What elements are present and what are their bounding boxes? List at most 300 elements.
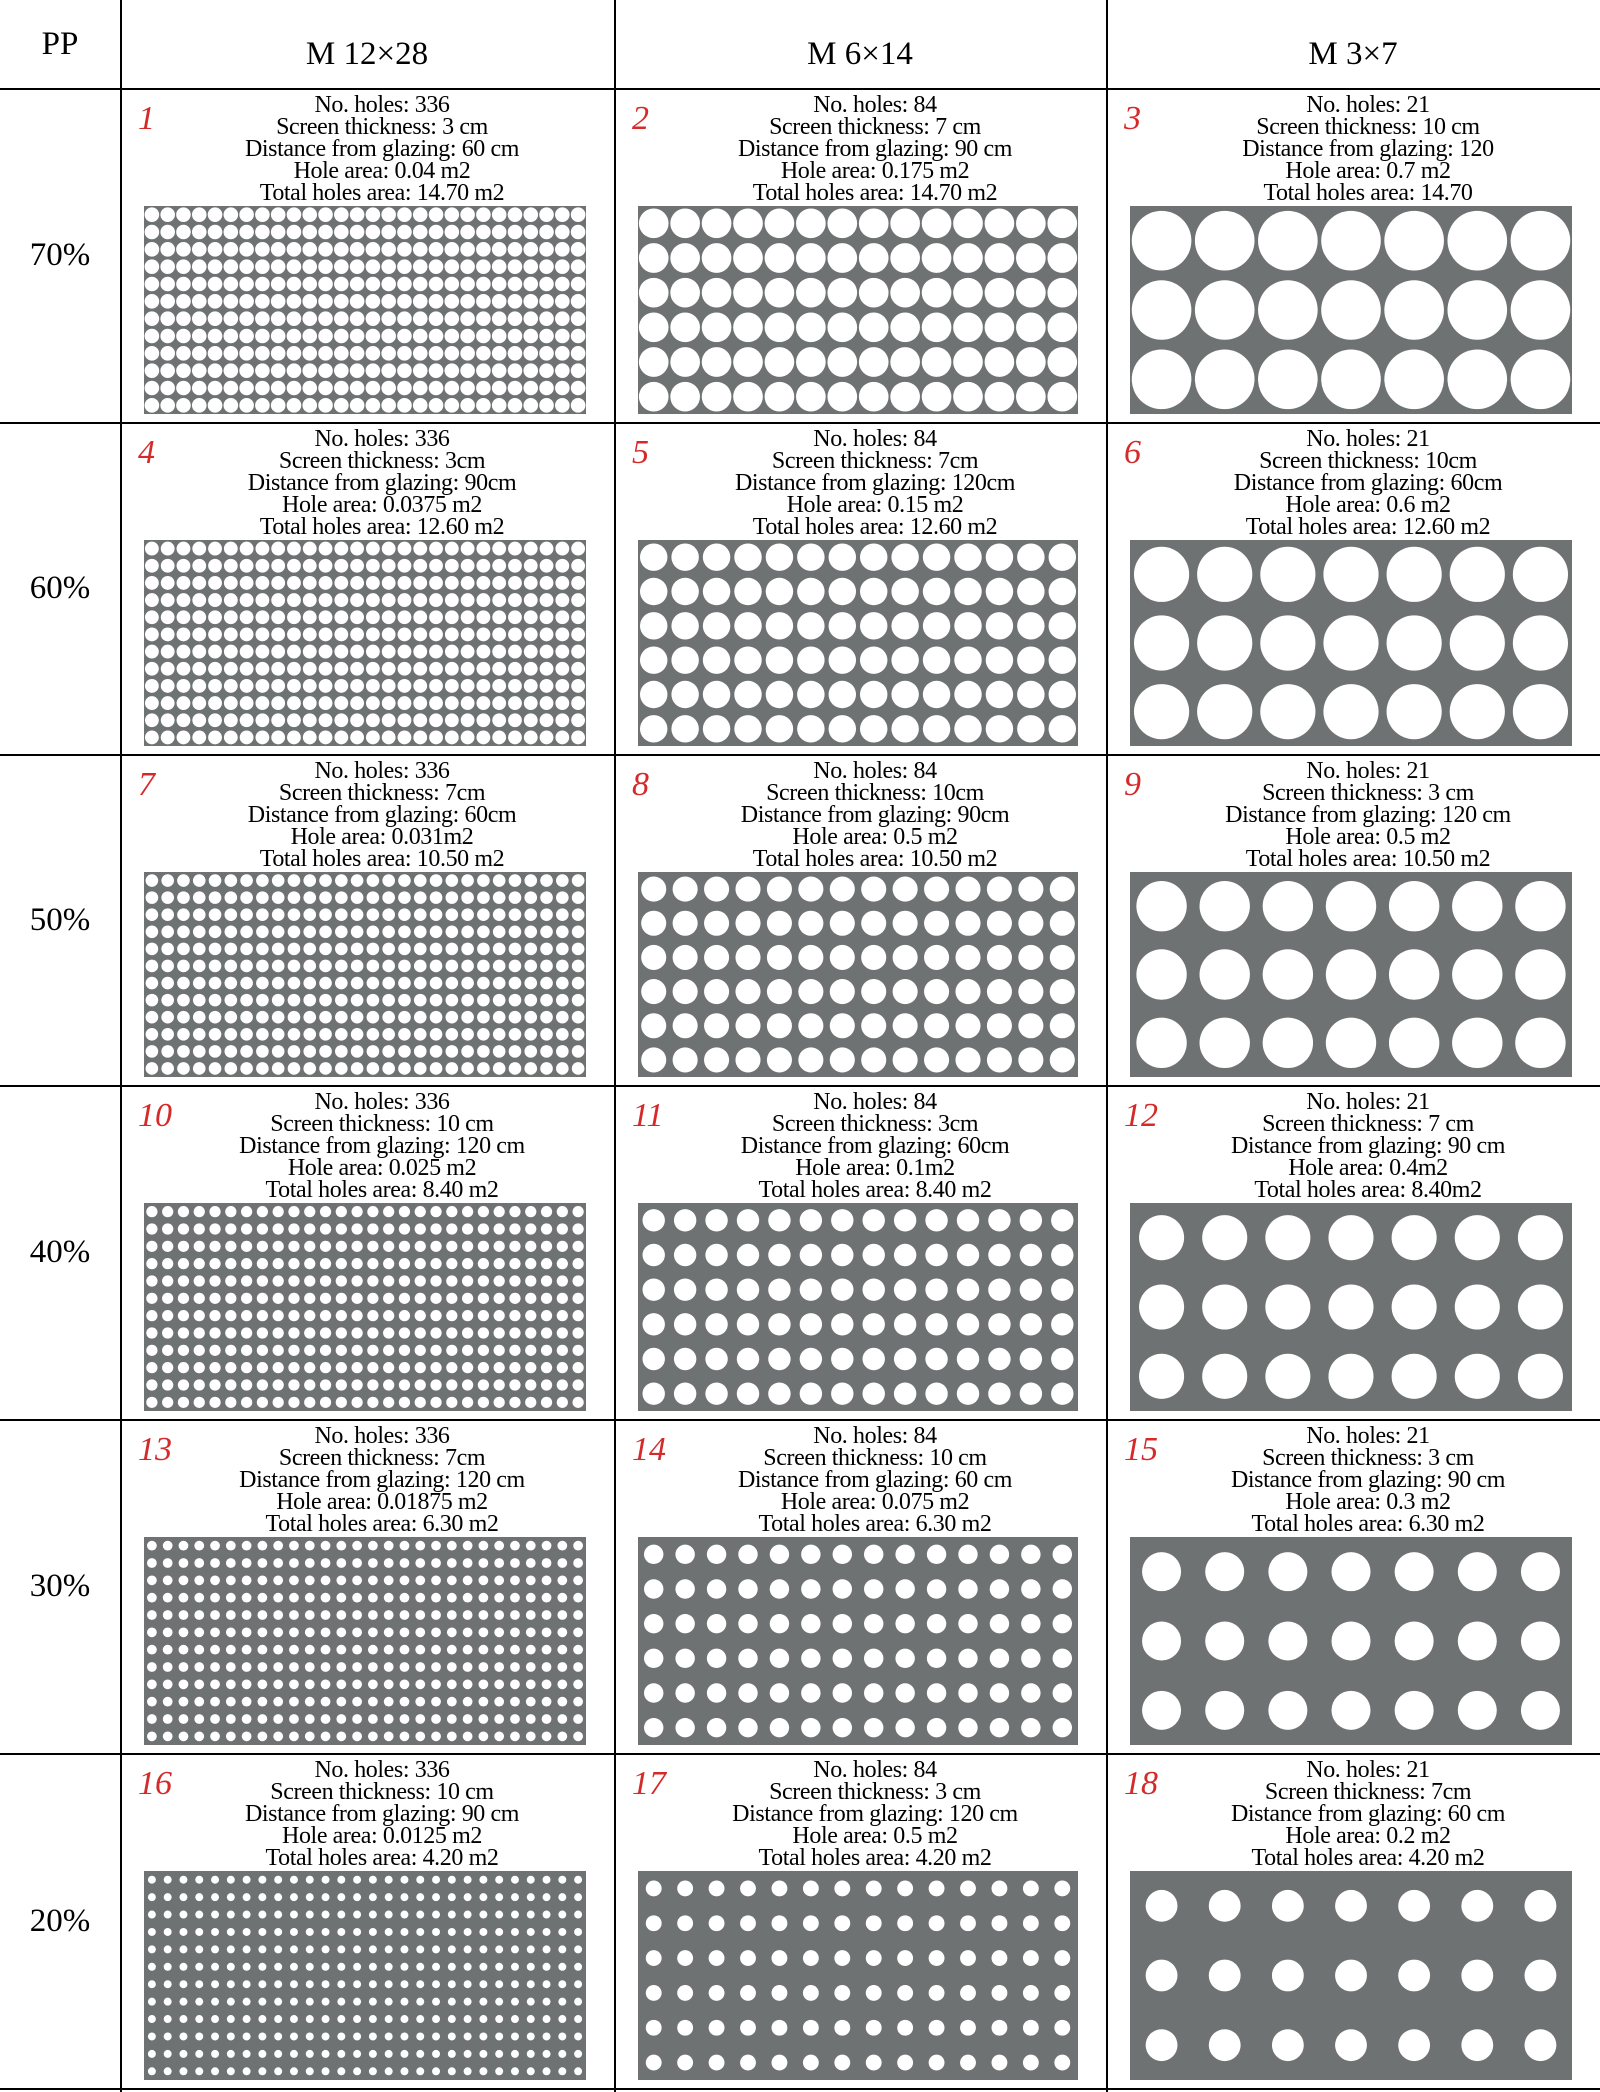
screen-hole <box>241 1310 252 1321</box>
screen-hole <box>430 1011 443 1024</box>
screen-hole <box>863 1313 885 1335</box>
screen-hole <box>304 1379 315 1390</box>
screen-hole <box>574 2050 582 2058</box>
screen-hole <box>923 715 950 742</box>
screen-hole <box>350 363 365 378</box>
screen-hole <box>400 1945 408 1953</box>
screen-hole <box>830 1047 855 1072</box>
screen-hole <box>256 1045 269 1058</box>
screen-hole <box>829 646 856 673</box>
screen-hole <box>1053 1718 1072 1737</box>
screen-hole <box>163 1714 173 1724</box>
screen-hole <box>740 1985 756 2001</box>
screen-hole <box>322 1928 330 1936</box>
screen-hole <box>288 943 301 956</box>
screen-hole <box>320 1397 331 1408</box>
screen-hole <box>643 1209 665 1231</box>
screen-hole <box>397 225 412 240</box>
screen-hole <box>860 681 887 708</box>
screen-hole <box>334 398 349 413</box>
screen-hole <box>461 679 475 693</box>
screen-hole <box>241 1223 252 1234</box>
screen-hole <box>383 1362 394 1373</box>
screen-hole <box>413 679 427 693</box>
distance-text: Distance from glazing: 90 cm <box>1230 1133 1506 1159</box>
screen-hole <box>224 311 239 326</box>
hole-area-text: Hole area: 0.6 m2 <box>1285 492 1451 518</box>
hole-area-text: Hole area: 0.1m2 <box>795 1155 955 1181</box>
screen-hole <box>957 1209 979 1231</box>
screen-hole <box>509 1045 522 1058</box>
screen-hole <box>146 1362 157 1373</box>
screen-hole <box>860 543 887 570</box>
screen-hole <box>384 1714 394 1724</box>
screen-hole <box>274 1980 282 1988</box>
screen-hole <box>555 593 569 607</box>
screen-hole <box>177 713 191 727</box>
screen-hole <box>318 294 333 309</box>
screen-thickness-text: Screen thickness: 7 cm <box>1262 1111 1474 1137</box>
screen-hole <box>492 346 507 361</box>
screen-hole <box>1458 1552 1497 1591</box>
screen-hole <box>798 1047 823 1072</box>
screen-hole <box>367 994 380 1007</box>
screen-hole <box>511 2032 519 2040</box>
screen-hole <box>1205 1691 1244 1730</box>
screen-hole <box>446 891 459 904</box>
screen-hole <box>192 542 206 556</box>
screen-hole <box>1021 1579 1040 1598</box>
screen-hole <box>415 1379 426 1390</box>
screen-hole <box>737 1313 759 1335</box>
screen-hole <box>148 1893 156 1901</box>
column-header-m6x14: M 6×14 <box>807 36 913 72</box>
screen-hole <box>924 1047 949 1072</box>
screen-hole <box>705 1209 727 1231</box>
screen-hole <box>495 1963 503 1971</box>
screen-hole <box>476 713 490 727</box>
screen-hole <box>1331 1621 1370 1660</box>
screen-hole <box>801 1614 820 1633</box>
screen-hole <box>211 1998 219 2006</box>
screen-hole <box>890 208 920 238</box>
screen-hole <box>555 576 569 590</box>
screen-hole <box>829 578 856 605</box>
screen-hole <box>445 207 460 222</box>
screen-hole <box>225 874 238 887</box>
screen-hole <box>369 1963 377 1971</box>
screen-hole <box>987 1013 1012 1038</box>
screen-hole <box>145 713 159 727</box>
screen-hole <box>162 1327 173 1338</box>
screen-hole <box>541 1327 552 1338</box>
screen-hole <box>985 347 1015 377</box>
screen-hole <box>271 311 286 326</box>
screen-hole <box>543 1980 551 1988</box>
screen-hole <box>369 1893 377 1901</box>
screen-hole <box>674 1278 696 1300</box>
screen-hole <box>146 1397 157 1408</box>
screen-hole <box>255 610 269 624</box>
screen-hole <box>302 242 317 257</box>
screen-hole <box>193 994 206 1007</box>
screen-hole <box>523 294 538 309</box>
screen-hole <box>208 628 222 642</box>
case-number: 1 <box>138 100 155 137</box>
screen-hole <box>209 874 222 887</box>
screen-hole <box>508 329 523 344</box>
screen-hole <box>274 2050 282 2058</box>
screen-hole <box>479 1876 487 1884</box>
screen-hole <box>477 874 490 887</box>
screen-hole <box>955 1047 980 1072</box>
screen-cell-m6x14 <box>614 88 1106 422</box>
screen-hole <box>369 1911 377 1919</box>
screen-hole <box>1021 1614 1040 1633</box>
screen-thickness-text: Screen thickness: 10 cm <box>270 1111 494 1137</box>
screen-hole <box>272 1045 285 1058</box>
screen-hole <box>445 662 459 676</box>
screen-cell-m12x28 <box>120 1419 614 1753</box>
screen-hole <box>240 1045 253 1058</box>
screen-hole <box>305 1575 315 1585</box>
screen-hole <box>257 1206 268 1217</box>
screen-hole <box>383 1206 394 1217</box>
screen-hole <box>400 1893 408 1901</box>
screen-parameters <box>210 1091 554 1201</box>
screen-hole <box>337 1963 345 1971</box>
screen-hole <box>476 679 490 693</box>
screen-hole <box>953 208 983 238</box>
screen-hole <box>225 1345 236 1356</box>
screen-hole <box>479 1697 489 1707</box>
screen-hole <box>209 994 222 1007</box>
screen-hole <box>573 1714 583 1724</box>
screen-hole <box>148 2050 156 2058</box>
screen-hole <box>524 874 537 887</box>
screen-hole <box>413 294 428 309</box>
screen-hole <box>289 1645 299 1655</box>
hole-area-text: Hole area: 0.5 m2 <box>1285 824 1451 850</box>
screen-hole <box>494 1397 505 1408</box>
screen-hole <box>495 2015 503 2023</box>
distance-text: Distance from glazing: 90 cm <box>737 136 1013 162</box>
screen-hole <box>1384 350 1444 410</box>
screen-hole <box>413 662 427 676</box>
screen-hole <box>398 713 412 727</box>
screen-hole <box>209 908 222 921</box>
screen-hole <box>320 1345 331 1356</box>
screen-hole <box>429 696 443 710</box>
distance-text: Distance from glazing: 120 cm <box>732 1801 1018 1827</box>
total-holes-area-text: Total holes area: 8.40 m2 <box>758 1177 992 1203</box>
perforated-screen <box>144 206 586 414</box>
screen-hole <box>383 1275 394 1286</box>
screen-cell-m12x28 <box>120 422 614 754</box>
screen-hole <box>523 259 538 274</box>
screen-hole <box>145 329 160 344</box>
screen-hole <box>148 1980 156 1988</box>
screen-hole <box>539 277 554 292</box>
screen-hole <box>227 2015 235 2023</box>
screen-hole <box>526 1662 536 1672</box>
screen-hole <box>1260 684 1315 739</box>
screen-hole <box>494 1223 505 1234</box>
screen-hole <box>290 1980 298 1988</box>
screen-hole <box>177 1011 190 1024</box>
screen-hole <box>335 977 348 990</box>
screen-hole <box>256 1062 269 1075</box>
screen-hole <box>492 311 507 326</box>
screen-hole <box>445 381 460 396</box>
screen-hole <box>767 877 792 902</box>
case-number: 16 <box>138 1765 172 1802</box>
screen-hole <box>225 1293 236 1304</box>
screen-hole <box>397 259 412 274</box>
screen-hole <box>179 2067 187 2075</box>
screen-hole <box>239 277 254 292</box>
screen-hole <box>462 1223 473 1234</box>
screen-hole <box>702 243 732 273</box>
screen-hole <box>1461 1960 1493 1992</box>
screen-hole <box>429 294 444 309</box>
screen-hole <box>335 994 348 1007</box>
screen-hole <box>257 1258 268 1269</box>
screen-hole <box>476 662 490 676</box>
screen-hole <box>385 1963 393 1971</box>
screen-hole <box>429 277 444 292</box>
screen-hole <box>445 398 460 413</box>
screen-hole <box>336 1697 346 1707</box>
screen-hole <box>336 1558 346 1568</box>
case-number: 4 <box>138 434 155 471</box>
screen-hole <box>510 1731 520 1741</box>
screen-hole <box>194 1627 204 1637</box>
screen-hole <box>461 925 474 938</box>
no-holes-text: No. holes: 21 <box>1306 92 1430 118</box>
screen-hole <box>540 925 553 938</box>
screen-hole <box>400 2067 408 2075</box>
screen-hole <box>891 715 918 742</box>
screen-hole <box>414 1062 427 1075</box>
screen-hole <box>1335 2029 1367 2061</box>
screen-hole <box>351 977 364 990</box>
screen-hole <box>509 1206 520 1217</box>
screen-hole <box>765 208 795 238</box>
screen-hole <box>273 1397 284 1408</box>
screen-hole <box>493 960 506 973</box>
screen-hole <box>540 542 554 556</box>
screen-hole <box>478 1206 489 1217</box>
screen-hole <box>527 1928 535 1936</box>
screen-hole <box>796 278 826 308</box>
screen-hole <box>350 259 365 274</box>
screen-hole <box>543 1876 551 1884</box>
screen-hole <box>830 911 855 936</box>
screen-hole <box>523 398 538 413</box>
screen-hole <box>382 713 396 727</box>
screen-hole <box>145 294 160 309</box>
screen-hole <box>640 612 667 639</box>
screen-hole <box>148 2015 156 2023</box>
screen-hole <box>429 242 444 257</box>
screen-cell-m6x14 <box>614 1085 1106 1419</box>
screen-hole <box>859 278 889 308</box>
screen-hole <box>192 329 207 344</box>
screen-hole <box>478 1310 489 1321</box>
screen-hole <box>337 1911 345 1919</box>
screen-hole <box>1326 949 1376 999</box>
screen-hole <box>833 1718 852 1737</box>
screen-hole <box>476 207 491 222</box>
screen-hole <box>524 994 537 1007</box>
screen-hole <box>923 543 950 570</box>
screen-hole <box>707 1718 726 1737</box>
screen-hole <box>194 1345 205 1356</box>
screen-hole <box>510 1610 520 1620</box>
screen-hole <box>543 1893 551 1901</box>
screen-hole <box>1525 2029 1557 2061</box>
screen-hole <box>321 1645 331 1655</box>
screen-hole <box>351 1327 362 1338</box>
screen-hole <box>208 207 223 222</box>
screen-hole <box>798 911 823 936</box>
screen-hole <box>334 277 349 292</box>
screen-hole <box>494 1241 505 1252</box>
screen-hole <box>415 1575 425 1585</box>
screen-hole <box>255 662 269 676</box>
screen-hole <box>397 329 412 344</box>
screen-hole <box>319 593 333 607</box>
screen-hole <box>448 2067 456 2075</box>
screen-hole <box>863 1278 885 1300</box>
screen-hole <box>306 1980 314 1988</box>
screen-panel <box>638 1871 1078 2080</box>
screen-hole <box>353 1998 361 2006</box>
screen-hole <box>319 994 332 1007</box>
screen-hole <box>492 628 506 642</box>
screen-hole <box>335 1028 348 1041</box>
screen-hole <box>352 1610 362 1620</box>
screen-hole <box>414 1011 427 1024</box>
no-holes-text: No. holes: 84 <box>813 426 937 452</box>
screen-hole <box>162 1258 173 1269</box>
screen-hole <box>382 679 396 693</box>
screen-cell-m6x14 <box>614 1419 1106 1753</box>
screen-hole <box>674 1209 696 1231</box>
screen-hole <box>447 1610 457 1620</box>
screen-hole <box>511 2050 519 2058</box>
screen-hole <box>861 945 886 970</box>
hole-area-text: Hole area: 0.15 m2 <box>786 492 964 518</box>
screen-hole <box>767 911 792 936</box>
screen-hole <box>336 1714 346 1724</box>
screen-hole <box>164 1945 172 1953</box>
screen-hole <box>352 1627 362 1637</box>
screen-hole <box>272 943 285 956</box>
screen-hole <box>255 242 270 257</box>
screen-hole <box>432 1998 440 2006</box>
screen-hole <box>178 1241 189 1252</box>
screen-hole <box>524 1028 537 1041</box>
screen-hole <box>922 278 952 308</box>
screen-hole <box>287 628 301 642</box>
screen-hole <box>461 696 475 710</box>
screen-hole <box>366 329 381 344</box>
screen-hole <box>478 1275 489 1286</box>
screen-hole <box>271 576 285 590</box>
screen-hole <box>319 943 332 956</box>
screen-hole <box>287 363 302 378</box>
screen-hole <box>381 277 396 292</box>
screen-hole <box>336 1610 346 1620</box>
screen-hole <box>557 1397 568 1408</box>
screen-hole <box>1049 578 1076 605</box>
screen-hole <box>163 1575 173 1585</box>
screen-hole <box>271 679 285 693</box>
screen-hole <box>288 1206 299 1217</box>
screen-hole <box>366 576 380 590</box>
screen-hole <box>827 382 857 412</box>
screen-hole <box>1258 280 1318 340</box>
screen-hole <box>334 329 349 344</box>
screen-hole <box>1447 211 1507 271</box>
screen-hole <box>430 891 443 904</box>
screen-hole <box>891 681 918 708</box>
screen-hole <box>897 2055 913 2071</box>
screen-hole <box>733 278 763 308</box>
screen-hole <box>335 874 348 887</box>
screen-hole <box>571 346 586 361</box>
screen-hole <box>429 662 443 676</box>
screen-hole <box>243 1945 251 1953</box>
screen-hole <box>476 593 490 607</box>
screen-hole <box>1197 547 1252 602</box>
screen-hole <box>305 1541 315 1551</box>
total-holes-area-text: Total holes area: 4.20 m2 <box>265 1845 499 1871</box>
screen-hole <box>288 1327 299 1338</box>
screen-hole <box>861 979 886 1004</box>
screen-hole <box>479 1627 489 1637</box>
screen-hole <box>145 662 159 676</box>
screen-hole <box>288 908 301 921</box>
screen-hole <box>675 1614 694 1633</box>
screen-hole <box>464 1945 472 1953</box>
screen-hole <box>179 1998 187 2006</box>
screen-hole <box>255 294 270 309</box>
screen-hole <box>243 1928 251 1936</box>
screen-hole <box>463 1541 473 1551</box>
screen-hole <box>318 329 333 344</box>
screen-hole <box>352 1714 362 1724</box>
screen-hole <box>735 1013 760 1038</box>
screen-hole <box>382 662 396 676</box>
screen-hole <box>639 382 669 412</box>
screen-hole <box>192 259 207 274</box>
screen-hole <box>492 225 507 240</box>
screen-hole <box>336 1241 347 1252</box>
screen-hole <box>464 1893 472 1901</box>
screen-hole <box>226 1627 236 1637</box>
screen-hole <box>208 713 222 727</box>
screen-hole <box>464 1928 472 1936</box>
screen-hole <box>146 908 159 921</box>
screen-hole <box>290 1963 298 1971</box>
screen-hole <box>415 1293 426 1304</box>
screen-hole <box>573 1610 583 1620</box>
screen-hole <box>289 1610 299 1620</box>
screen-hole <box>160 346 175 361</box>
